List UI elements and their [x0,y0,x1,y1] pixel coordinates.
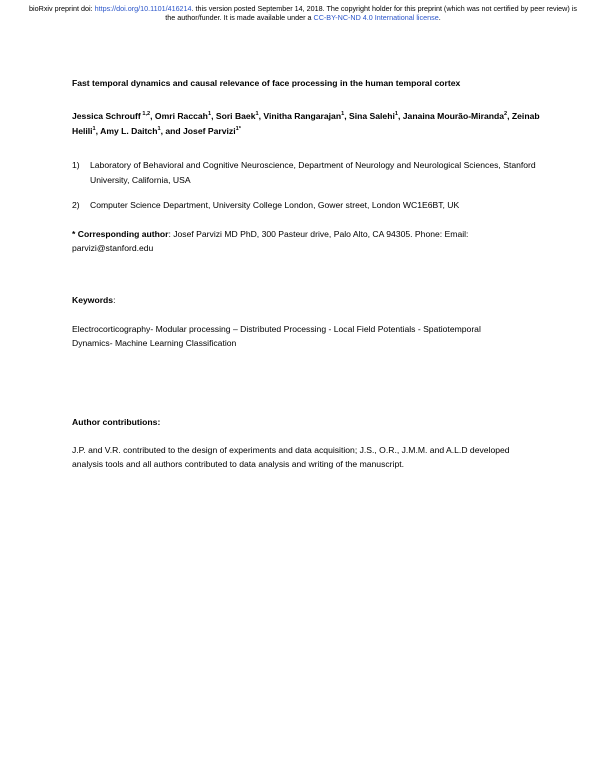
author-affiliation-mark: 1 [92,126,96,132]
author-name: Jessica Schrouff [72,111,141,121]
author-name: Vinitha Rangarajan [263,111,342,121]
doi-link[interactable]: https://doi.org/10.1101/416214 [94,4,192,13]
author-name: Amy L. Daitch [100,126,158,136]
header-mid: . this version posted September 14, 2018. The copyright holder for this preprint (which was not certified by peer review) is the author/funder. It is made available under a [165,4,577,22]
author-name: Zeinab Helili [72,111,540,136]
author-separator: , [344,111,349,121]
keywords-heading-colon: : [113,295,116,305]
author-name: Sina Salehi [349,111,395,121]
author-affiliation-mark: 1 [341,111,345,117]
author-list [72,109,542,139]
author-separator: , [507,111,512,121]
affiliation-item [72,198,542,213]
author-affiliation-mark: 1 [255,111,259,117]
author-affiliation-mark: 1 [394,111,398,117]
license-link[interactable]: CC-BY-NC-ND 4.0 International license [313,13,439,22]
author-separator: , [211,111,216,121]
preprint-header [28,4,578,22]
author-affiliation-mark: 1 [157,126,161,132]
corresponding-author-label: * Corresponding author [72,229,169,239]
author-separator: , [258,111,264,121]
author-affiliation-mark: 1 [207,111,212,117]
affiliation-text: Computer Science Department, University College London, Gower street, London WC1E6BT, UK [90,200,460,210]
author-separator: , and [160,126,184,136]
header-prefix: bioRxiv preprint doi: [29,4,95,13]
affiliation-text: Laboratory of Behavioral and Cognitive Neuroscience, Department of Neurology and Neurological Sciences, Stanford University, California, USA [90,160,536,185]
author-separator: , [397,111,403,121]
author-name: Omri Raccah [154,111,208,121]
author-name: Janaina Mourão-Miranda [402,111,504,121]
author-contributions-text: J.P. and V.R. contributed to the design of experiments and data acquisition; J.S., O.R., J.M.M. and A.L.D developed analysis tools and all authors contributed to data analysis and writing of the manuscript. [72,445,510,469]
keywords-text: Electrocorticography- Modular processing – Distributed Processing - Local Field Potentials - Spatiotemporal Dynamics- Machine Learning Classification [72,324,481,348]
author-affiliation-mark: 2 [504,111,508,117]
author-separator: , [150,111,155,121]
keywords-heading [72,295,115,305]
corresponding-author [72,227,532,255]
author-contributions-heading: Author contributions: [72,417,161,427]
author-name: Josef Parvizi [183,126,236,136]
keywords-heading-text: Keywords [72,295,114,305]
author-affiliation-mark: 1,2 [140,111,151,117]
author-separator: , [95,126,101,136]
paper-title: Fast temporal dynamics and causal relevance of face processing in the human temporal cortex [72,78,461,88]
corresponding-author-text: : Josef Parvizi MD PhD, 300 Pasteur drive, Palo Alto, CA 94305. Phone: Email: parvizi@stanford.edu [72,229,469,253]
affiliation-item [72,158,542,188]
affiliation-list [72,158,542,213]
affiliation-number: 1) [72,160,80,170]
header-suffix: . [438,13,441,22]
author-affiliation-mark: 1* [235,126,241,132]
affiliation-number: 2) [72,200,80,210]
author-name: Sori Baek [215,111,256,121]
